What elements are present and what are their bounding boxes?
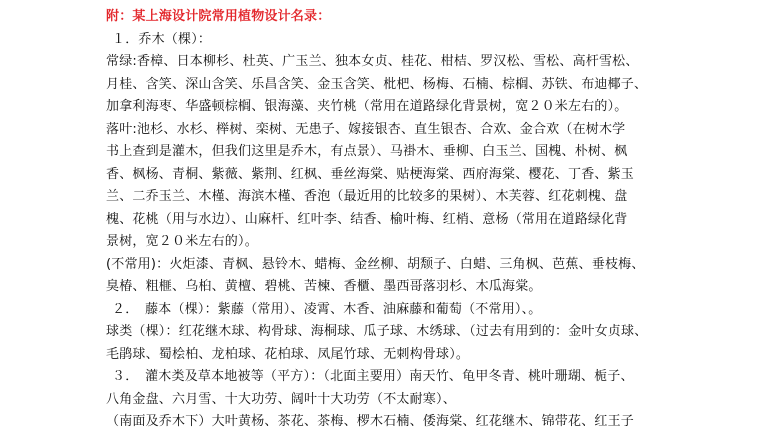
text-line-shrubs-1: 八角金盘、六月雪、十大功劳、阔叶十大功劳（不太耐寒）、 [106,391,456,407]
text-line-spheres-2: 毛鹃球、蜀桧柏、龙柏球、花柏球、凤尾竹球、无刺构骨球）。 [106,346,470,362]
text-line-deciduous-3: 香、枫杨、青桐、紫薇、紫荆、红枫、垂丝海棠、贴梗海棠、西府海棠、樱花、丁香、紫玉 [106,166,635,182]
text-line-shrubs-2: （南面及乔木下）大叶黄杨、茶花、茶梅、椤木石楠、倭海棠、红花继木、锦带花、红王子 [106,414,635,429]
text-line-uncommon-1: (不常用)：火炬漆、青枫、悬铃木、蜡梅、金丝柳、胡颓子、白蜡、三角枫、芭蕉、垂枝梅、 [106,256,645,272]
section-heading-vines: ２． 藤本（棵）：紫藤（常用）、凌霄、木香、油麻藤和葡萄（不常用）、。 [112,301,542,317]
text-line-deciduous-5: 槐、花桃（用与水边）、山麻杆、红叶李、结香、榆叶梅、红梢、意杨（常用在道路绿化背 [106,211,628,227]
text-line-spheres-1: 球类（棵）：红花继木球、构骨球、海桐球、瓜子球、木绣球、（过去有用到的：金叶女贞球、 [106,324,648,339]
text-line-uncommon-2: 臭椿、粗榧、乌桕、黄檀、碧桃、苦楝、香櫃、墨西哥落羽杉、木瓜海棠。 [106,279,542,294]
text-line-deciduous-1: 落叶:池杉、水杉、榉树、栾树、无患子、嫁接银杏、直生银杏、合欢、金合欢（在树木学 [106,121,626,137]
section-heading-trees: １．乔木（棵）： [112,31,212,47]
text-line-evergreen-1: 常绿:香樟、日本柳杉、杜英、广玉兰、独本女贞、桂花、柑桔、罗汉松、雪松、高杆雪松、 [106,54,639,69]
plant-list-document [106,6,666,434]
text-line-deciduous-4: 兰、二乔玉兰、木槿、海滨木槿、香泡（最近用的比较多的果树）、木芙蓉、红花刺槐、盘 [106,189,628,204]
text-line-deciduous-2: 书上查到是灌木，但我们这里是乔木，有点景）、马褂木、垂柳、白玉兰、国槐、朴树、枫 [106,144,628,159]
text-line-deciduous-6: 景树，宽２０米左右的）。 [106,234,258,249]
text-line-evergreen-3: 加拿利海枣、华盛顿棕榈、银海藻、夹竹桃（常用在道路绿化背景树，宽２０米左右的）。 [106,99,628,114]
text-line-evergreen-2: 月桂、含笑、深山含笑、乐昌含笑、金玉含笑、枇杷、杨梅、石楠、棕榈、苏铁、布迪椰子、 [106,76,648,92]
document-title: 附：某上海设计院常用植物设计名录： [106,9,331,24]
section-heading-shrubs: ３． 灌木类及草本地被等（平方）：（北面主要用）南天竹、龟甲冬青、桃叶珊瑚、栀子、 [112,369,634,384]
